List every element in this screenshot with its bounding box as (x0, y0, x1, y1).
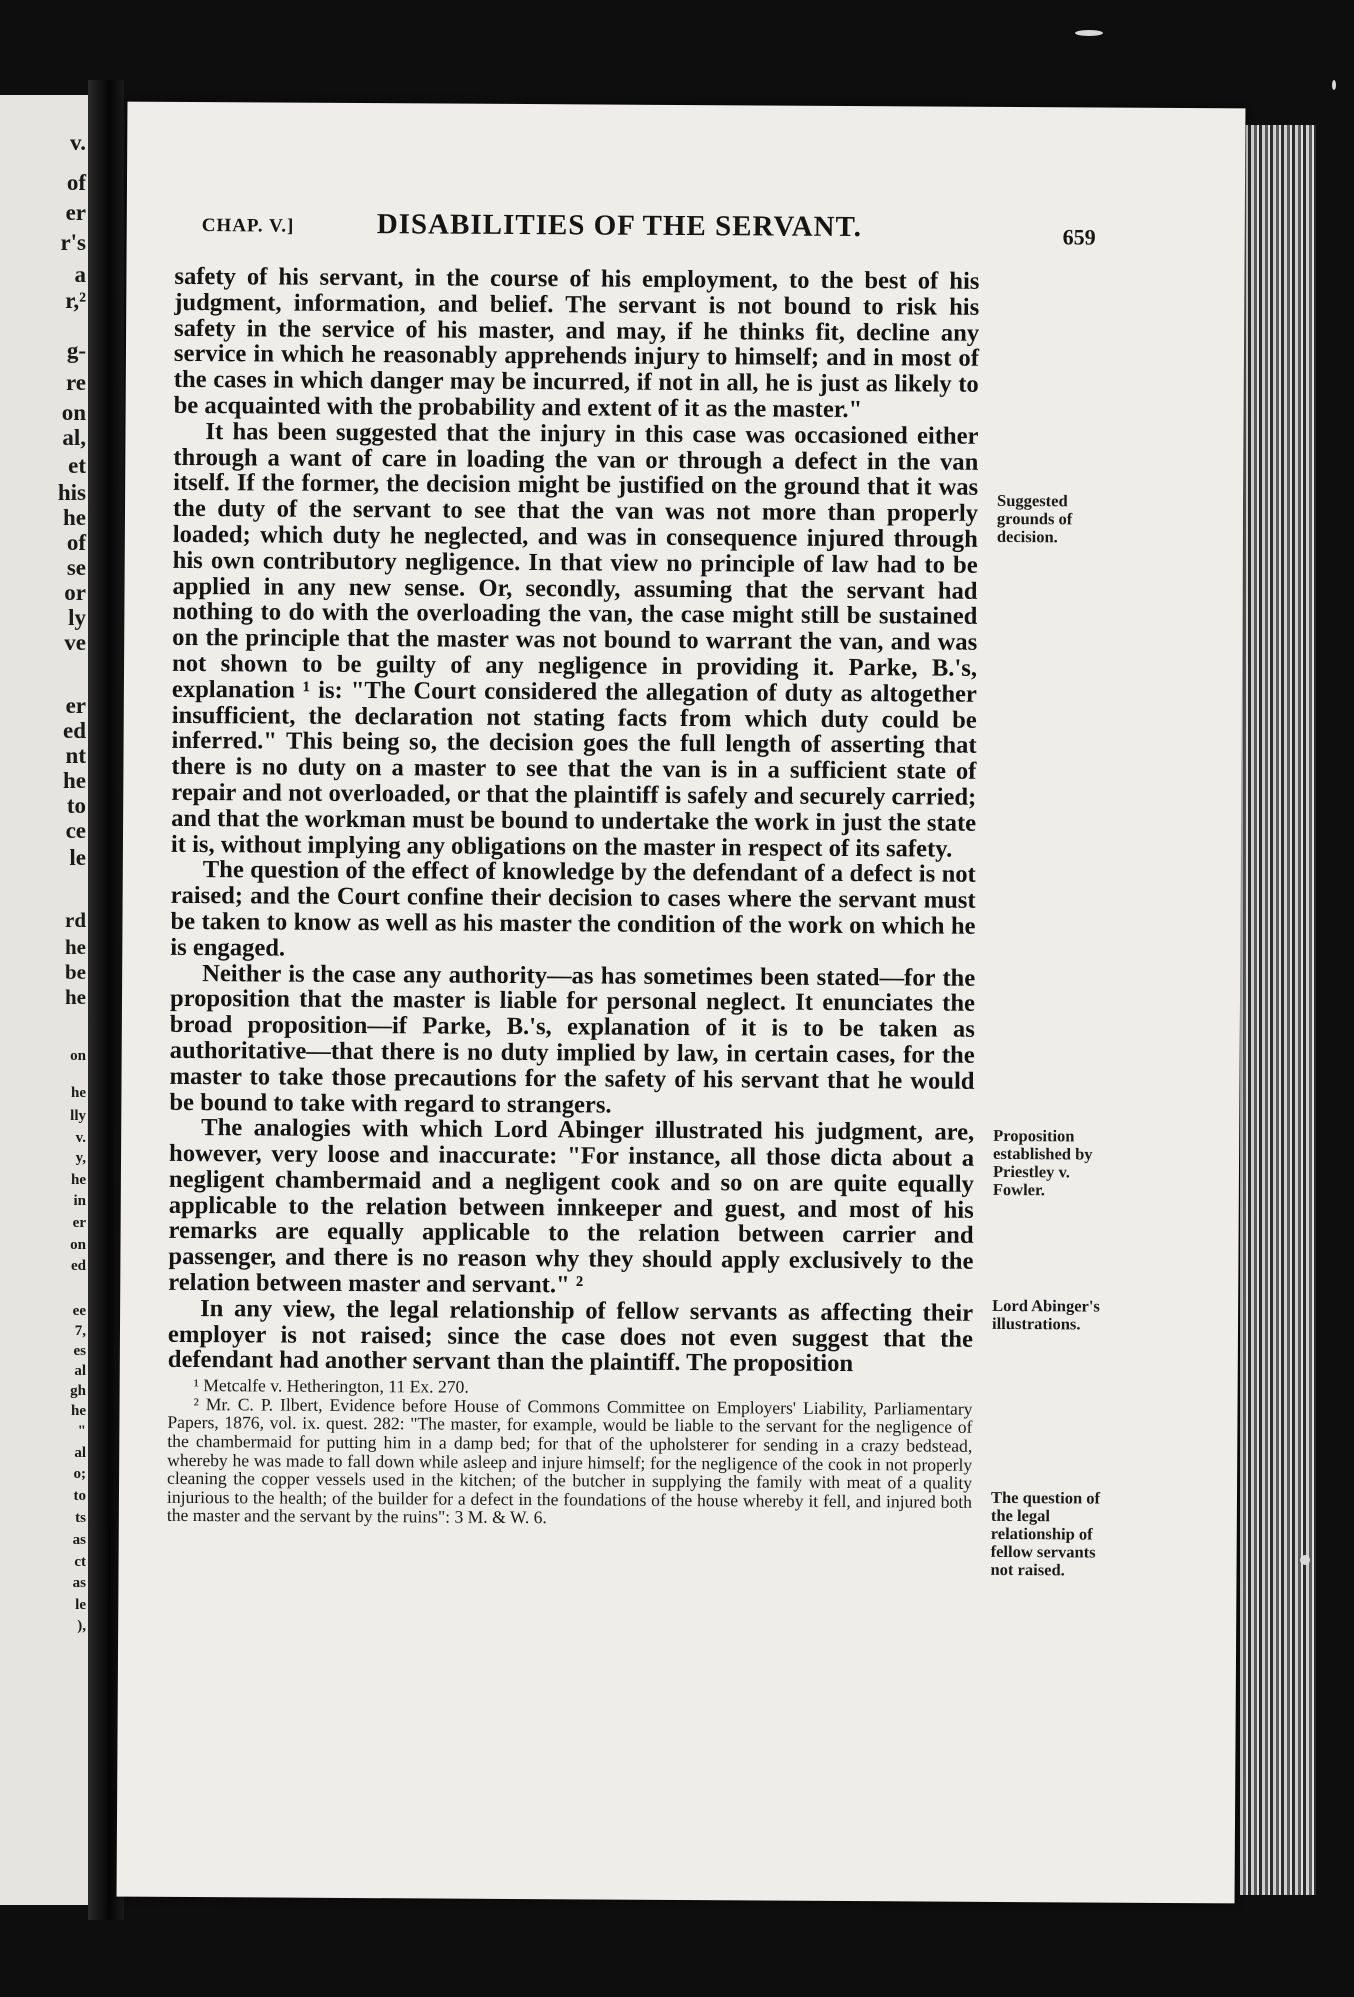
facing-page-fragment: es (73, 1343, 86, 1359)
facing-page-fragment: ed (63, 718, 86, 743)
paragraph: The question of the effect of knowledge by the defendant of a defect is not raised; and the Court confine their decision to cases where the servant must be taken to know as well as his master the condition of the work on which he is engaged. (170, 856, 976, 962)
facing-page-fragment: he (63, 505, 86, 530)
side-note: Proposition established by Priestley v. Fowler. (992, 1125, 1093, 1200)
paragraph: In any view, the legal relationship of fellow servants as affecting their employer is not raised; since the case does not even suggest that the defendant had another servant than the plaintiff. The proposition (167, 1294, 974, 1378)
footnote: ¹ Metcalfe v. Hetherington, 11 Ex. 270. (193, 1375, 469, 1397)
facing-page-fragment: of (66, 530, 86, 555)
facing-page-fragment: be (65, 960, 86, 984)
facing-page-fragment: al (74, 1363, 86, 1379)
page-title: DISABILITIES OF THE SERVANT. (376, 208, 863, 244)
facing-page-fragment: as (72, 1575, 86, 1591)
footnote: ² Mr. C. P. Ilbert, Evidence before House of Commons Committee on Employers' Liability, Parliamentary Papers, 1876, vol. ix. quest. 282: "The master, for example, would be liable to the servant for the negligence of the chambermaid for putting him in a damp bed; for that of the upholsterer for sending in a crazy bedstead, whereby he was made to fall down while asleep and injure himself; for the negligence of the cook in not properly cleaning the copper vessels used in the kitchen; of the butcher in supplying the family with meat of a quality injurious to the health; of the builder for a defect in the foundations of the house whereby it fell, and injured both the master and the servant by the ruins": 3 M. & W. 6. (166, 1393, 973, 1528)
facing-page-fragment: ts (75, 1510, 86, 1526)
facing-page-fragment: o; (73, 1466, 86, 1482)
scan-speck (1300, 1555, 1310, 1565)
facing-page-fragment: r,² (65, 288, 86, 313)
facing-page-fragment: ee (72, 1303, 86, 1319)
facing-page-fragment: he (65, 935, 86, 959)
facing-page-fragment: ly (68, 605, 86, 630)
facing-page-fragment: y, (75, 1150, 86, 1166)
facing-page-fragment: se (66, 555, 86, 580)
facing-page-fragment: ce (65, 818, 86, 843)
paragraph: The analogies with which Lord Abinger illustrated his judgment, are, however, very loose and inaccurate: "For instance, all those dicta about a negligent chambermaid and a negligent cook and so on are quite equally applicable to the relation between innkeeper and guest, and most of his remarks are equally applicable to the relation between carrier and passenger, and there is no reason why they should apply exclusively to the relation between master and servant." ² (168, 1114, 975, 1299)
page-edges (1240, 125, 1316, 1895)
side-note: The question of the legal relationship of fellow servants not raised. (990, 1487, 1101, 1580)
facing-page-fragment: nt (65, 743, 86, 768)
facing-page-fragment: v. (70, 130, 86, 155)
facing-page-fragment: on (70, 1237, 86, 1253)
facing-page-fragment: ), (77, 1618, 86, 1634)
facing-page-fragment: a (74, 262, 86, 287)
paragraph: safety of his servant, in the course of his employment, to the best of his judgment, information, and belief. The servant is not bound to risk his safety in the service of his master, and may, if he thinks fit, decline any service in which he reasonably apprehends injury to himself; and in most of the cases in which danger may be incurred, if not in all, he is just as likely to be acquainted with the probability and extent of it as the master." (173, 262, 980, 424)
facing-page-fragment: er (72, 1215, 86, 1231)
facing-page-fragment: his (57, 480, 86, 505)
facing-page-fragment: er (65, 693, 86, 718)
facing-page-fragment: ct (74, 1554, 86, 1570)
facing-page-fragment: le (75, 1597, 86, 1613)
facing-page-fragment: he (63, 768, 86, 793)
facing-page-fragment: to (73, 1488, 86, 1504)
paragraph: Neither is the case any authority—as has sometimes been stated—for the proposition that the master is liable for personal neglect. It enunciates the broad proposition—if Parke, B.'s, explanation of it is to be taken as authoritative—that there is no duty implied by law, in certain cases, for the master to take those precautions for the safety of his servant that he would be bound to take with regard to strangers. (169, 959, 976, 1119)
side-note: Suggested grounds of decision. (996, 490, 1073, 547)
facing-page-fragment: re (65, 370, 86, 395)
facing-page-fragment: in (73, 1193, 86, 1209)
facing-page-fragment: he (71, 1085, 86, 1101)
facing-page-fragment: rd (65, 908, 86, 932)
facing-page-edge (0, 95, 88, 1905)
facing-page-fragment: r's (60, 230, 86, 255)
body-text (167, 264, 980, 1530)
running-header (201, 207, 1096, 252)
scan-speck (1075, 30, 1103, 36)
facing-page-fragment: to (66, 793, 86, 818)
book-page (117, 102, 1246, 1904)
facing-page-fragment: er (65, 200, 86, 225)
facing-page-fragment: al (74, 1445, 86, 1461)
facing-page-fragment: he (71, 1403, 86, 1419)
facing-page-fragment: g- (66, 338, 86, 363)
page-number: 659 (1062, 224, 1096, 250)
facing-page-fragment: ed (71, 1258, 86, 1274)
facing-page-fragment: lly (70, 1108, 86, 1124)
paragraph: It has been suggested that the injury in this case was occasioned either through a want of care in loading the van or through a defect in the van itself. If the former, the decision might be justified on the ground that it was the duty of the servant to see that the van was not more than properly loaded; which duty he neglected, and was in consequence injured through his own contributory negligence. In that view no principle of law had to be applied in any new sense. Or, secondly, assuming that the servant had nothing to do with the overloading the van, the case might still be sustained on the principle that the master was not bound to warrant the van, and was not shown to be guilty of any negligence in providing it. Parke, B.'s, explanation ¹ is: "The Court considered the allegation of duty as altogether insufficient, the declaration not stating facts from which duty could be inferred." This being so, the decision goes the full length of asserting that there is no duty on a master to see that the van is in a sufficient state of repair and not overloaded, or that the plaintiff is safely and securely carried; and that the workman must be bound to undertake the work in just the state it is, without implying any obligations on the master in respect of its safety. (170, 417, 979, 863)
facing-page-fragment: gh (70, 1383, 86, 1399)
side-note: Lord Abinger's illustrations. (991, 1295, 1100, 1334)
facing-page-fragment: as (72, 1532, 86, 1548)
facing-page-fragment: on (70, 1048, 86, 1064)
facing-page-fragment: al, (62, 425, 86, 450)
facing-page-fragment: on (61, 400, 86, 425)
facing-page-fragment: le (69, 845, 86, 870)
facing-page-fragment: of (66, 170, 86, 195)
facing-page-fragment: et (68, 453, 86, 478)
chapter-label: CHAP. V.] (201, 215, 295, 237)
facing-page-fragment: he (71, 1172, 86, 1188)
facing-page-fragment: ve (64, 630, 86, 655)
facing-page-fragment: he (65, 985, 86, 1009)
footnotes (167, 1376, 973, 1530)
scan-speck (1332, 80, 1336, 90)
facing-page-fragment: " (77, 1423, 86, 1439)
facing-page-fragment: or (64, 580, 86, 605)
facing-page-fragment: 7, (74, 1323, 86, 1339)
facing-page-fragment: v. (75, 1130, 86, 1146)
